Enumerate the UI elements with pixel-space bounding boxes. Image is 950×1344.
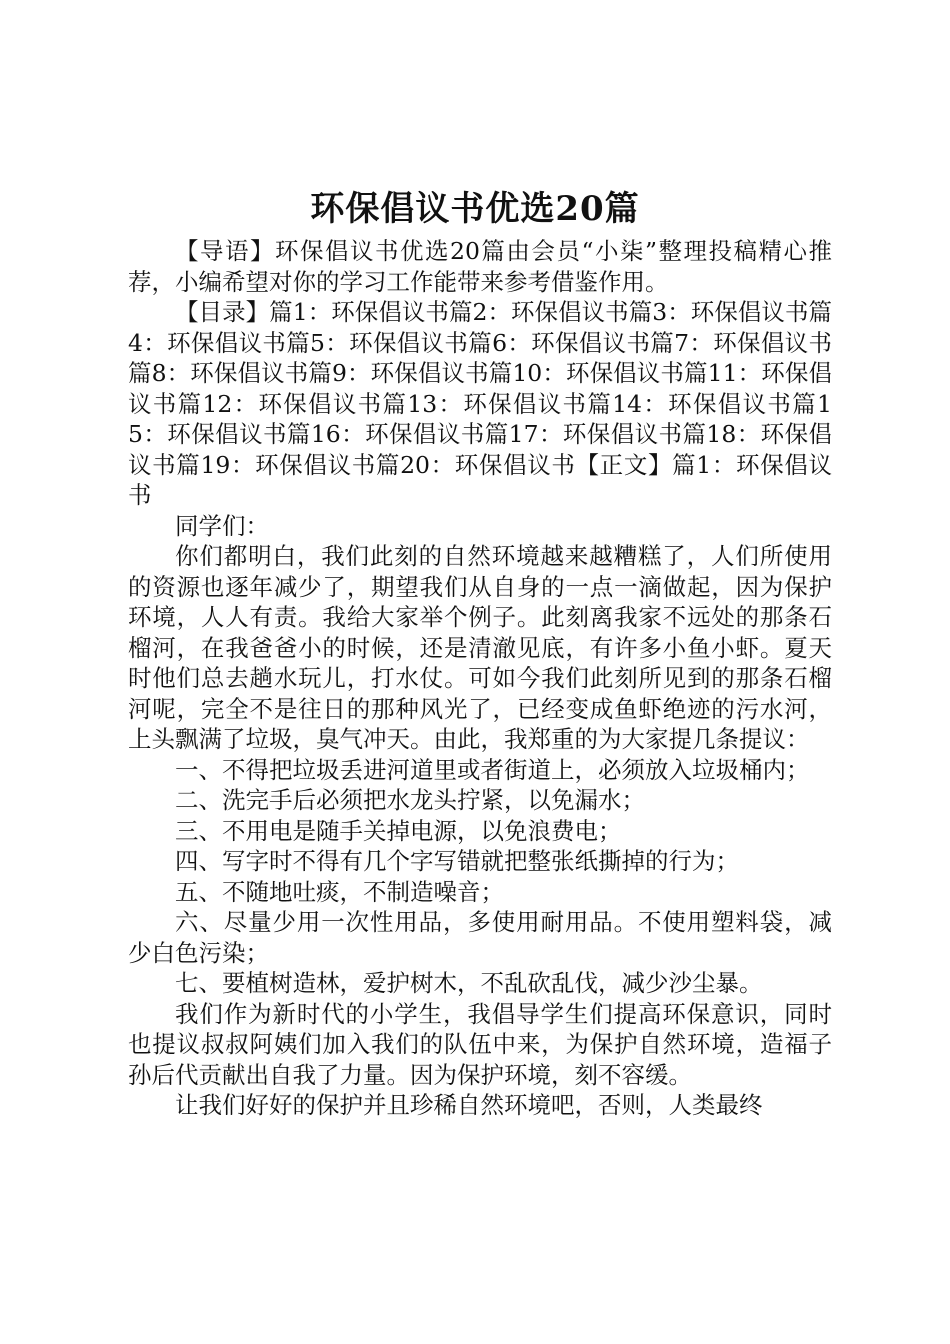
body-paragraph: 你们都明白，我们此刻的自然环境越来越糟糕了，人们所使用的资源也逐年减少了，期望我们从自身的一点一滴做起，因为保护环境，人人有责。我给大家举个例子。此刻离我家不远处的那条石榴河，在我爸爸小的时候，还是清澈见底，有许多小鱼小虾。夏天时他们总去趟水玩儿，打水仗。可如今我们此刻所见到的那条石榴河呢，完全不是往日的那种风光了，已经变成鱼虾绝迹的污水河，上头飘满了垃圾，臭气冲天。由此，我郑重的为大家提几条提议： [128, 542, 832, 753]
proposal-item-2: 二、洗完手后必须把水龙头拧紧，以免漏水； [175, 786, 645, 814]
body-paragraph: 我们作为新时代的小学生，我倡导学生们提高环保意识，同时也提议叔叔阿姨们加入我们的队伍中来，为保护自然环境，造福子孙后代贡献出自我了力量。因为保护环境，刻不容缓。 [128, 999, 832, 1089]
salutation: 同学们： [175, 511, 269, 540]
document-body [128, 236, 832, 1121]
proposal-item-7: 七、要植树造林，爱护树木，不乱砍乱伐，减少沙尘暴。 [175, 969, 763, 997]
proposal-item-3: 三、不用电是随手关掉电源，以免浪费电； [175, 816, 622, 845]
proposal-item-6: 六、尽量少用一次性用品，多使用耐用品。不使用塑料袋，减少白色污染； [128, 908, 832, 967]
table-of-contents-paragraph: 【目录】篇1：环保倡议书篇2：环保倡议书篇3：环保倡议书篇4：环保倡议书篇5：环保倡议书篇6：环保倡议书篇7：环保倡议书篇8：环保倡议书篇9：环保倡议书篇10：环保倡议书篇11：环保倡议书篇12：环保倡议书篇13：环保倡议书篇14：环保倡议书篇15：环保倡议书篇16：环保倡议书篇17：环保倡议书篇18：环保倡议书篇19：环保倡议书篇20：环保倡议书【正文】篇1：环保倡议书 [128, 298, 832, 509]
document-title: 环保倡议书优选20篇 [310, 189, 640, 229]
body-paragraph: 让我们好好的保护并且珍稀自然环境吧，否则，人类最终 [175, 1091, 763, 1119]
proposal-item-5: 五、不随地吐痰，不制造噪音； [175, 877, 504, 906]
intro-paragraph: 【导语】环保倡议书优选20篇由会员“小柒”整理投稿精心推荐，小编希望对你的学习工作能带来参考借鉴作用。 [128, 237, 832, 296]
proposal-item-4: 四、写字时不得有几个字写错就把整张纸撕掉的行为； [175, 847, 739, 875]
proposal-item-1: 一、不得把垃圾丢进河道里或者街道上，必须放入垃圾桶内； [175, 755, 810, 784]
